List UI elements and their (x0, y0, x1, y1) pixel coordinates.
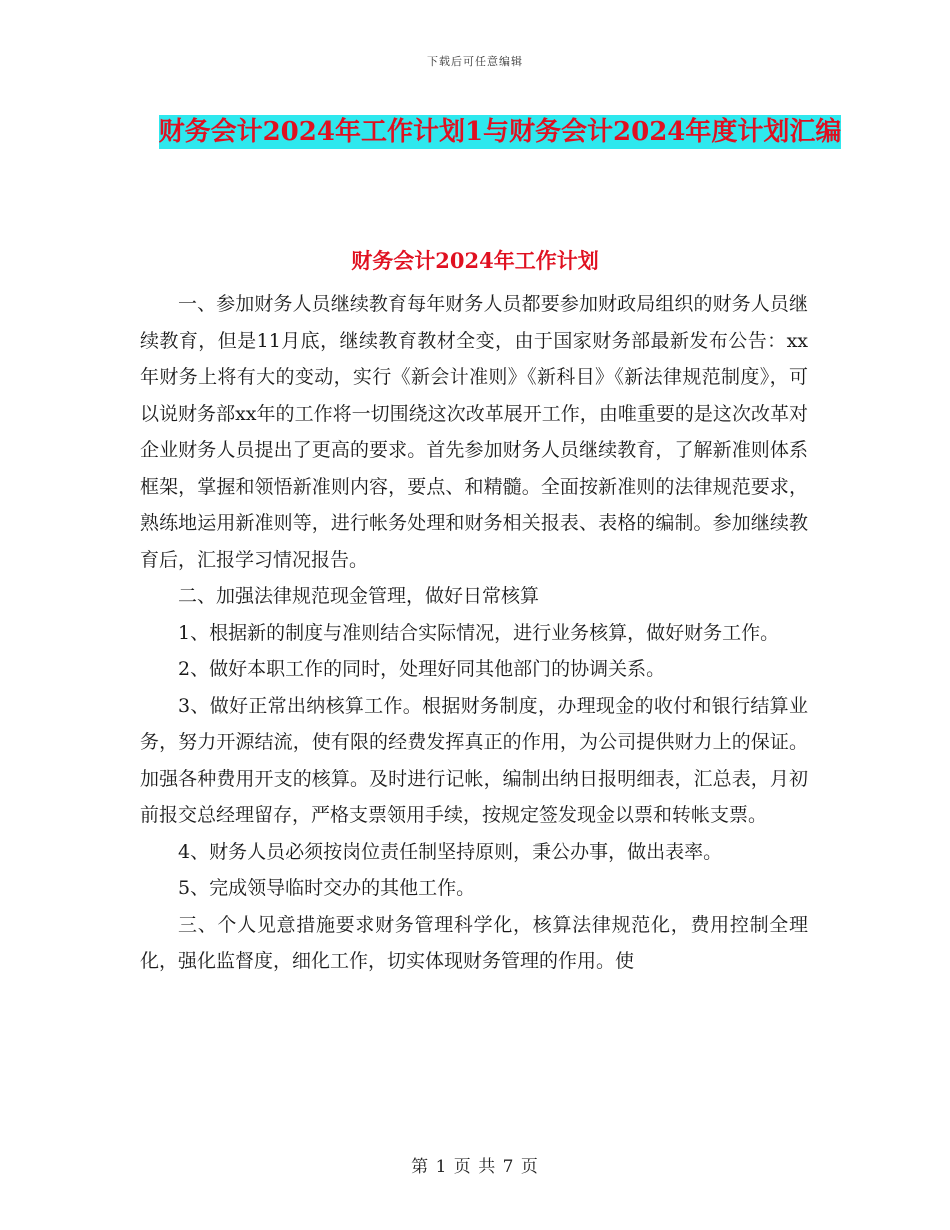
document-body (140, 286, 808, 980)
page-footer: 第 1 页 共 7 页 (411, 1157, 539, 1177)
paragraph: 5、完成领导临时交办的其他工作。 (178, 877, 476, 899)
page-header-note: 下载后可任意编辑 (427, 55, 523, 68)
paragraph: 3、做好正常出纳核算工作。根据财务制度，办理现金的收付和银行结算业务，努力开源结流，使有限的经费发挥真正的作用，为公司提供财力上的保证。加强各种费用开支的核算。及时进行记帐，编制出纳日报明细表，汇总表，月初前报交总经理留存，严格支票领用手续，按规定签发现金以票和转帐支票。 (140, 694, 808, 826)
document-title (150, 108, 850, 156)
paragraph: 1、根据新的制度与准则结合实际情况，进行业务核算，做好财务工作。 (178, 621, 780, 644)
paragraph: 2、做好本职工作的同时，处理好同其他部门的协调关系。 (178, 658, 666, 680)
document-title-text: 财务会计2024年工作计划1与财务会计2024年度计划汇编 (158, 117, 842, 147)
paragraph: 4、财务人员必须按岗位责任制坚持原则，秉公办事，做出表率。 (178, 840, 723, 863)
paragraph: 二、加强法律规范现金管理，做好日常核算 (178, 585, 540, 607)
section-title: 财务会计2024年工作计划 (351, 248, 599, 273)
paragraph: 一、参加财务人员继续教育每年财务人员都要参加财政局组织的财务人员继续教育，但是11月底，继续教育教材全变，由于国家财务部最新发布公告：xx年财务上将有大的变动，实行《新会计准则》《新科目》《新法律规范制度》，可以说财务部xx年的工作将一切围绕这次改革展开工作，由唯重要的是这次改革对企业财务人员提出了更高的要求。首先参加财务人员继续教育，了解新准则体系框架，掌握和领悟新准则内容，要点、和精髓。全面按新准则的法律规范要求，熟练地运用新准则等，进行帐务处理和财务相关报表、表格的编制。参加继续教育后，汇报学习情况报告。 (140, 293, 808, 571)
paragraph: 三、个人见意措施要求财务管理科学化，核算法律规范化，费用控制全理化，强化监督度，细化工作，切实体现财务管理的作用。使 (140, 913, 808, 972)
